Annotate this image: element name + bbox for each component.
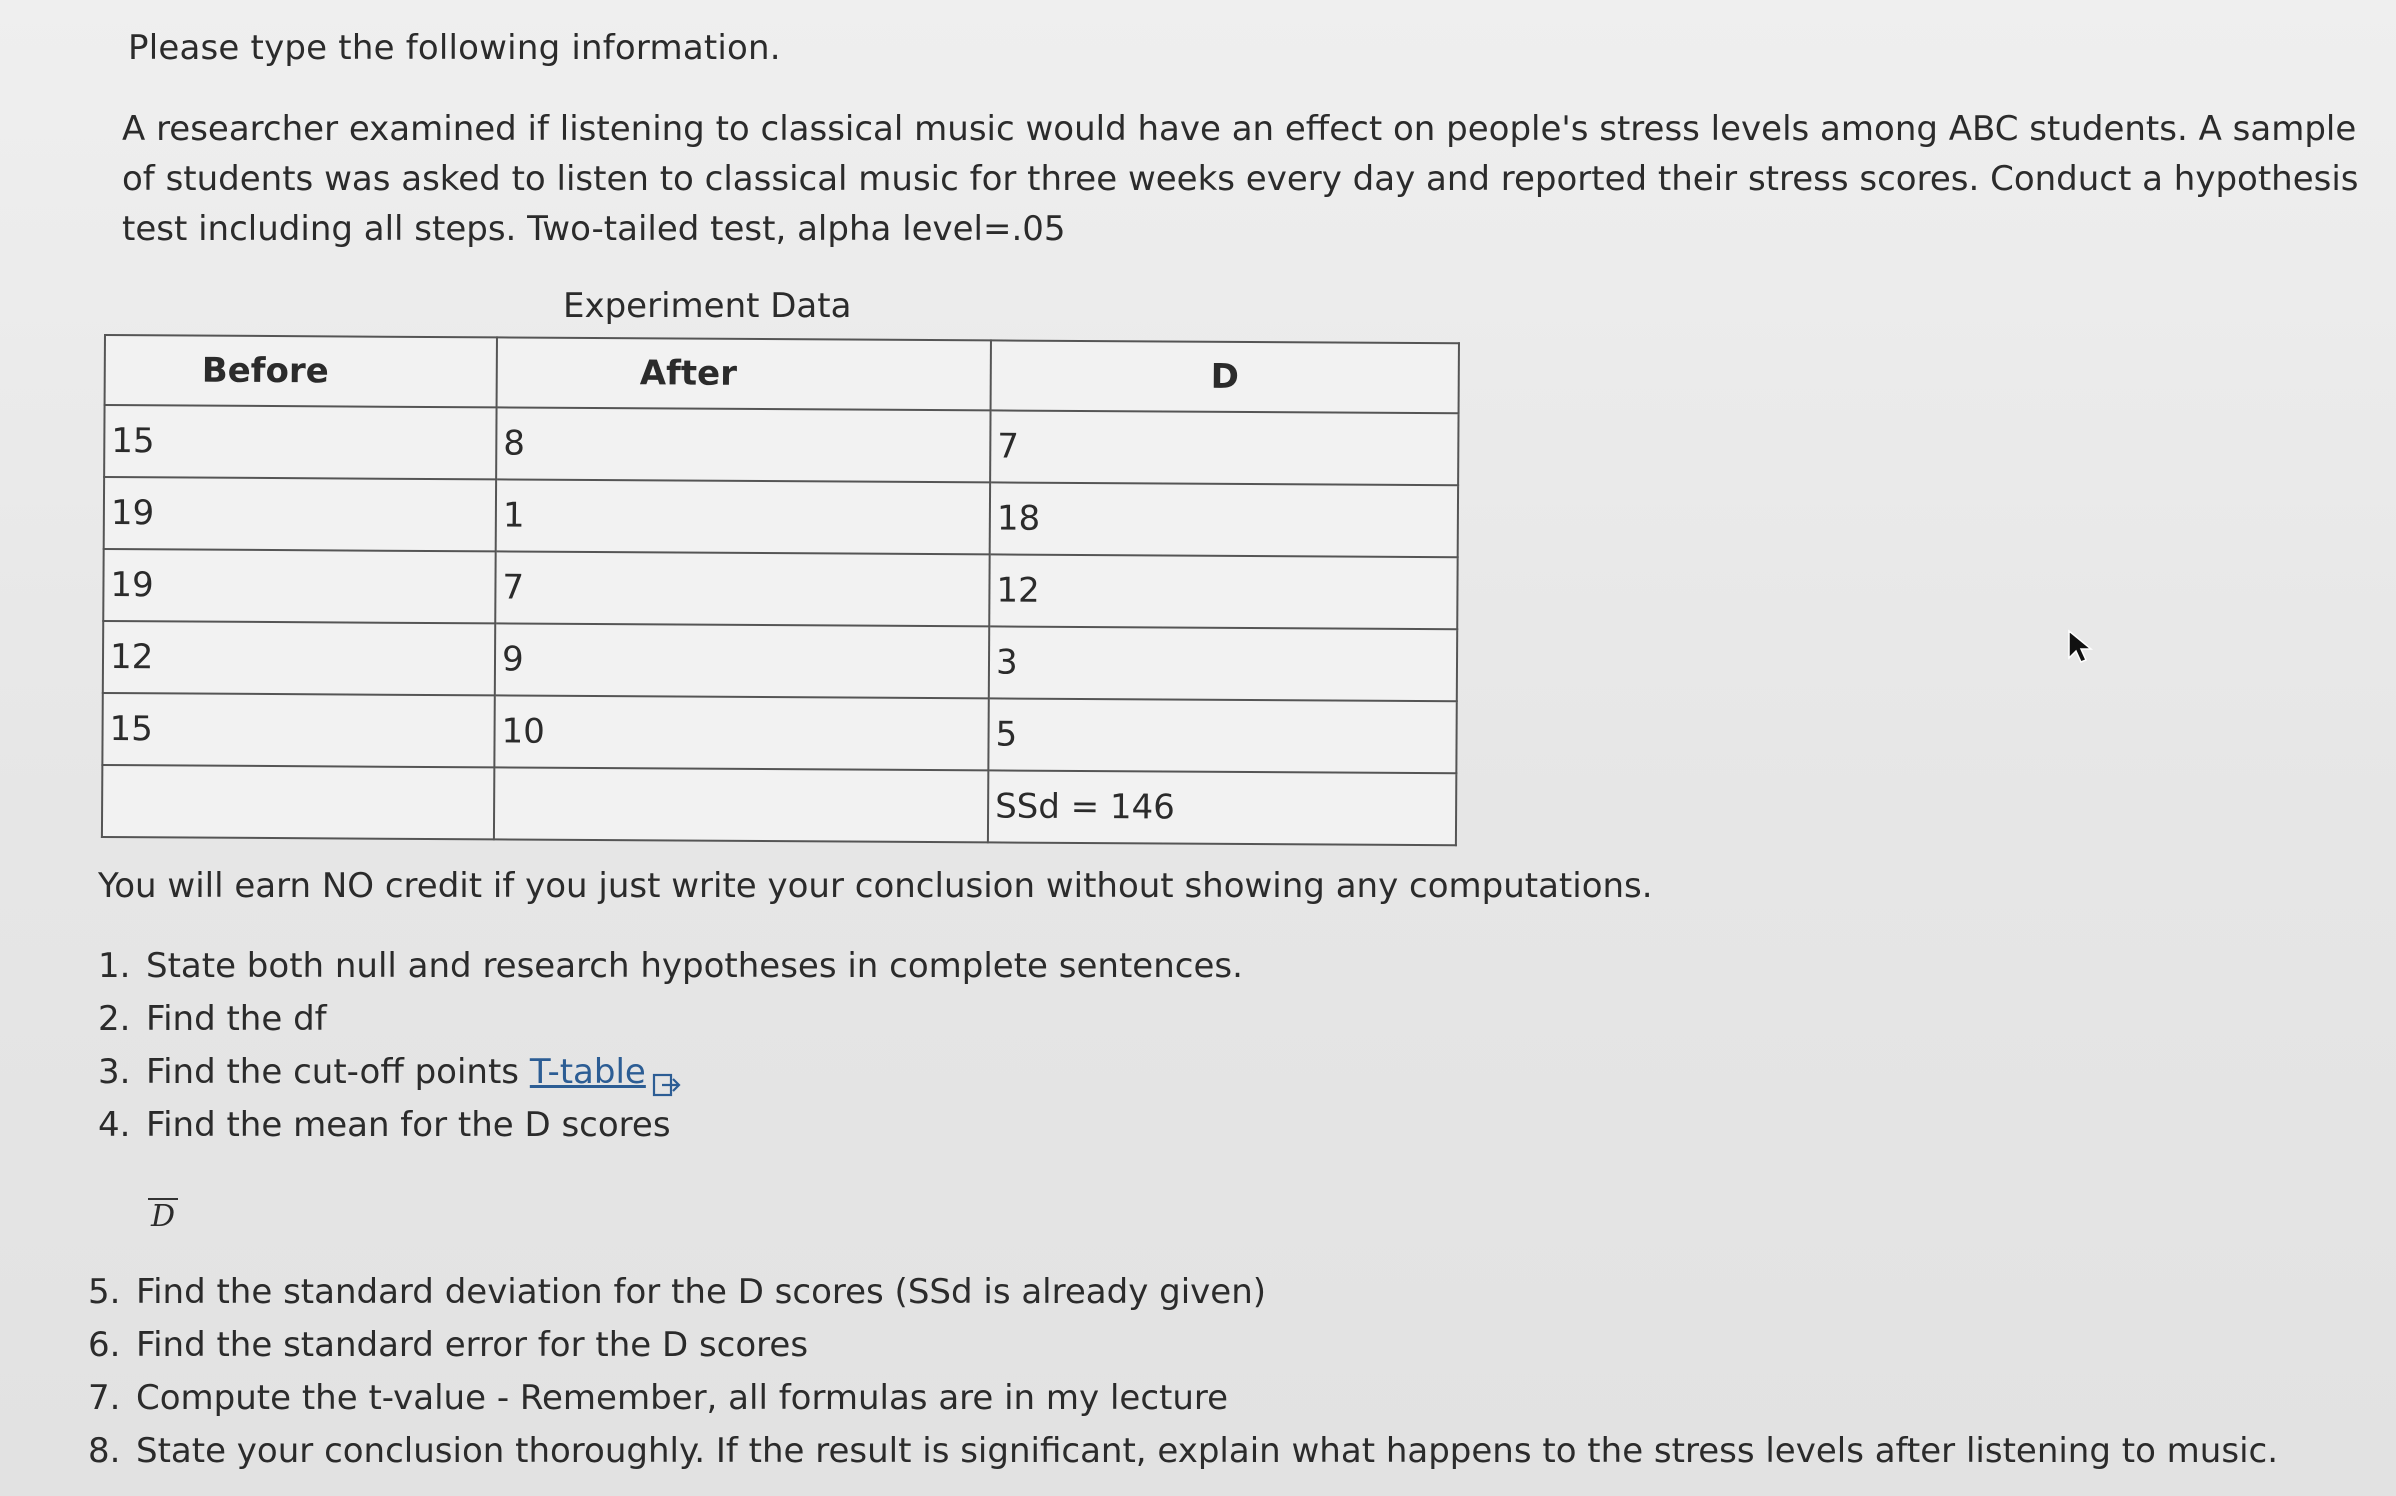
steps-list-second — [88, 1266, 2278, 1478]
step-number: 6. — [88, 1325, 121, 1365]
step-number: 4. — [98, 1105, 131, 1145]
step-text: Compute the t-value - Remember, all formulas are in my lecture — [136, 1378, 1229, 1418]
step-number: 1. — [98, 946, 131, 986]
header-before: Before — [105, 335, 497, 407]
step-text: Find the cut-off points — [146, 1052, 530, 1092]
table-caption: Experiment Data — [563, 286, 852, 326]
cell-after: 8 — [496, 407, 990, 482]
list-item — [88, 1425, 2278, 1478]
cell-d: 18 — [990, 482, 1458, 557]
step-text: Find the df — [146, 999, 327, 1039]
cell-before: 19 — [104, 477, 496, 551]
cell-d: 5 — [988, 698, 1456, 773]
cell-after — [494, 767, 988, 842]
cell-d: 3 — [989, 626, 1457, 701]
step-number: 5. — [88, 1272, 121, 1312]
list-item — [88, 1319, 2278, 1372]
cell-before — [102, 765, 494, 839]
cell-after: 7 — [495, 551, 989, 626]
cell-before: 19 — [103, 549, 495, 623]
list-item — [98, 940, 1243, 993]
list-item — [88, 1266, 2278, 1319]
cell-d: 7 — [990, 410, 1458, 485]
cell-before: 12 — [103, 621, 495, 695]
list-item — [98, 993, 1243, 1046]
cell-after: 10 — [494, 695, 988, 770]
cell-after: 9 — [495, 623, 989, 698]
experiment-data-table — [101, 334, 1460, 846]
table-row — [104, 477, 1458, 557]
external-link-icon[interactable] — [652, 1061, 682, 1087]
cell-ssd: SSd = 146 — [988, 770, 1456, 845]
mouse-pointer-icon — [2066, 628, 2094, 666]
table-row — [104, 405, 1458, 485]
table-row — [102, 693, 1456, 773]
table-row — [103, 621, 1457, 701]
d-bar-symbol: D — [148, 1198, 178, 1234]
step-text: State both null and research hypotheses in complete sentences. — [146, 946, 1243, 986]
credit-note: You will earn NO credit if you just write your conclusion without showing any computations. — [98, 866, 1653, 906]
step-text: Find the standard deviation for the D scores (SSd is already given) — [136, 1272, 1267, 1312]
list-item — [98, 1099, 1243, 1152]
problem-paragraph: A researcher examined if listening to classical music would have an effect on people's stress levels among ABC students. A sample of students was asked to listen to classical music for three weeks every day and reported their stress scores. Conduct a hypothesis test including all steps. Two-tailed test, alpha level=.05 — [122, 109, 2359, 249]
t-table-link[interactable]: T-table — [529, 1052, 646, 1092]
list-item — [98, 1046, 1243, 1099]
header-d: D — [991, 340, 1459, 413]
step-number: 3. — [98, 1052, 131, 1092]
table-row-summary — [102, 765, 1456, 845]
step-text: Find the mean for the D scores — [146, 1105, 671, 1145]
table-header-row — [105, 335, 1459, 413]
cell-after: 1 — [496, 479, 990, 554]
step-number: 8. — [88, 1431, 121, 1471]
step-text: Find the standard error for the D scores — [136, 1325, 809, 1365]
list-item — [88, 1372, 2278, 1425]
cell-before: 15 — [104, 405, 496, 479]
instruction-heading: Please type the following information. — [128, 28, 781, 68]
step-number: 7. — [88, 1378, 121, 1418]
step-number: 2. — [98, 999, 131, 1039]
table-row — [103, 549, 1457, 629]
cell-before: 15 — [102, 693, 494, 767]
header-after: After — [497, 337, 991, 410]
step-text: State your conclusion thoroughly. If the result is significant, explain what happens to the stress levels after listening to music. — [136, 1431, 2279, 1471]
steps-list-first — [98, 940, 1243, 1152]
cell-d: 12 — [989, 554, 1457, 629]
